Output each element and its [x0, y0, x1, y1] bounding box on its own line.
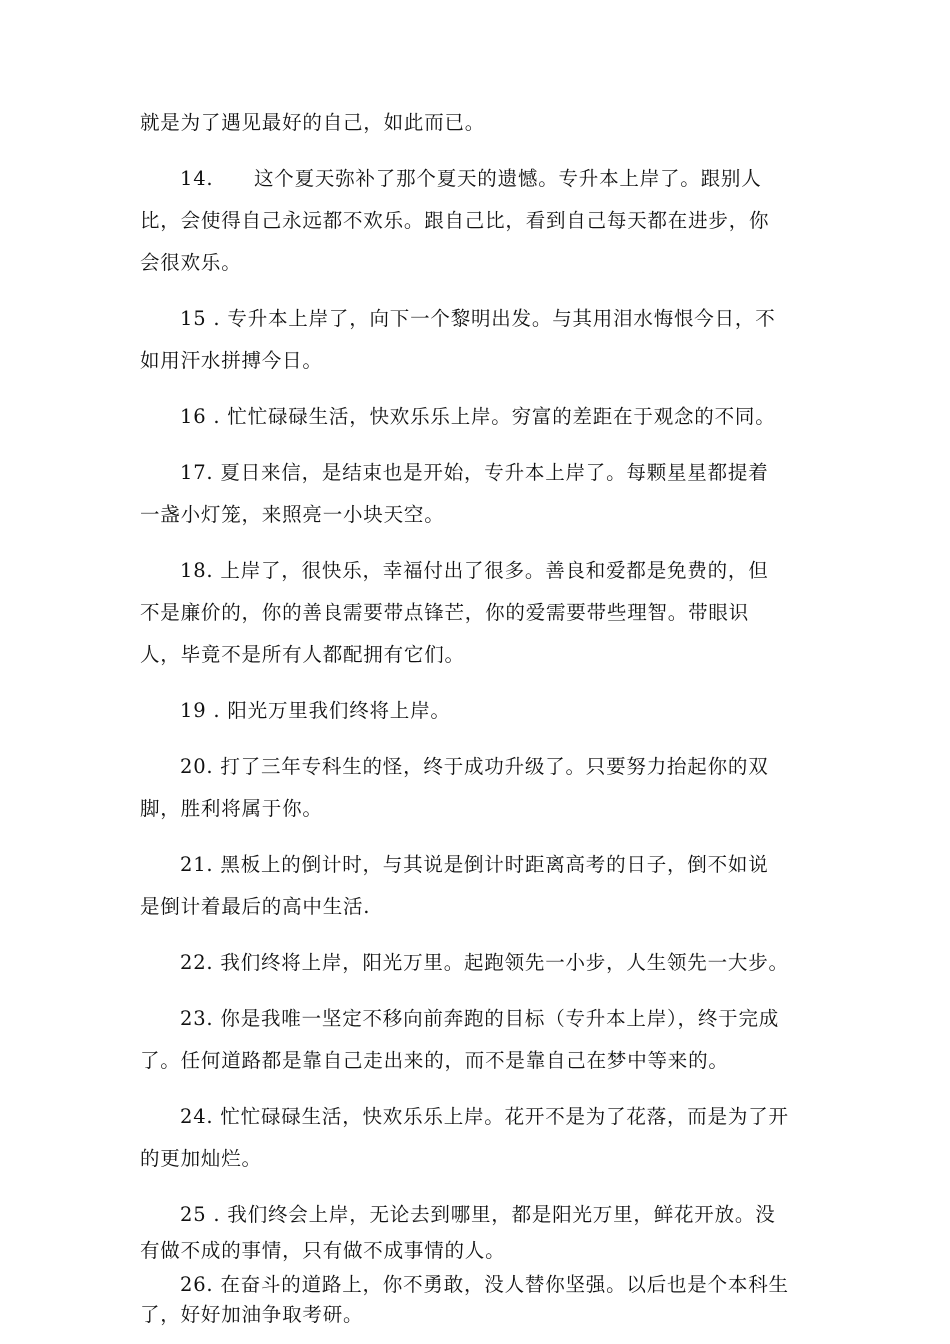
text-line: 15 . 专升本上岸了，向下一个黎明出发。与其用泪水悔恨今日，不 [180, 307, 776, 330]
paragraph-18 [140, 550, 820, 676]
text-line: 22. 我们终将上岸，阳光万里。起跑领先一小步，人生领先一大步。 [180, 951, 789, 974]
paragraph-23 [140, 998, 820, 1082]
text-line: 21. 黑板上的倒计时，与其说是倒计时距离高考的日子，倒不如说 [180, 853, 769, 876]
text-line: 如用汗水拼搏今日。 [140, 349, 323, 372]
paragraph-15 [140, 298, 820, 382]
text-line: 了，好好加油争取考研。 [140, 1303, 364, 1326]
paragraph-21 [140, 844, 820, 928]
document-body [140, 102, 820, 1330]
text-line: 脚，胜利将属于你。 [140, 797, 323, 820]
paragraph-22 [140, 942, 820, 984]
text-line: 一盏小灯笼，来照亮一小块天空。 [140, 503, 445, 526]
paragraph-19 [140, 690, 820, 732]
text-line: 有做不成的事情，只有做不成事情的人。 [140, 1239, 506, 1262]
paragraph-20 [140, 746, 820, 830]
paragraph-14 [140, 158, 820, 284]
text-line: 人，毕竟不是所有人都配拥有它们。 [140, 643, 465, 666]
paragraph-25 [140, 1194, 820, 1266]
text-line: 17. 夏日来信，是结束也是开始，专升本上岸了。每颗星星都提着 [180, 461, 769, 484]
text-line: 不是廉价的，你的善良需要带点锋芒，你的爱需要带些理智。带眼识 [140, 601, 750, 624]
text-line: 19 . 阳光万里我们终将上岸。 [180, 699, 451, 722]
text-line: 23. 你是我唯一坚定不移向前奔跑的目标（专升本上岸），终于完成 [180, 1007, 780, 1030]
text-line: 14. 这个夏天弥补了那个夏天的遗憾。专升本上岸了。跟别人 [180, 167, 762, 190]
text-line: 24. 忙忙碌碌生活，快欢乐乐上岸。花开不是为了花落，而是为了开 [180, 1105, 789, 1128]
text-line: 比，会使得自己永远都不欢乐。跟自己比，看到自己每天都在进步，你 [140, 209, 770, 232]
text-line: 会很欢乐。 [140, 251, 242, 274]
text-line: 18. 上岸了，很快乐，幸福付出了很多。善良和爱都是免费的，但 [180, 559, 769, 582]
text-line: 是倒计着最后的高中生活. [140, 895, 371, 918]
text-line: 了。任何道路都是靠自己走出来的，而不是靠自己在梦中等来的。 [140, 1049, 729, 1072]
text-line: 20. 打了三年专科生的怪，终于成功升级了。只要努力抬起你的双 [180, 755, 769, 778]
text-line: 16 . 忙忙碌碌生活，快欢乐乐上岸。穷富的差距在于观念的不同。 [180, 405, 776, 428]
text-line: 26. 在奋斗的道路上，你不勇敢，没人替你坚强。以后也是个本科生 [180, 1273, 789, 1296]
paragraph-24 [140, 1096, 820, 1180]
paragraph-26 [140, 1270, 820, 1330]
text-line: 就是为了遇见最好的自己，如此而已。 [140, 111, 486, 134]
text-line: 的更加灿烂。 [140, 1147, 262, 1170]
paragraph-16 [140, 396, 820, 438]
paragraph-17 [140, 452, 820, 536]
text-line: 25 . 我们终会上岸，无论去到哪里，都是阳光万里，鲜花开放。没 [180, 1203, 776, 1226]
paragraph-13-tail [140, 102, 820, 144]
